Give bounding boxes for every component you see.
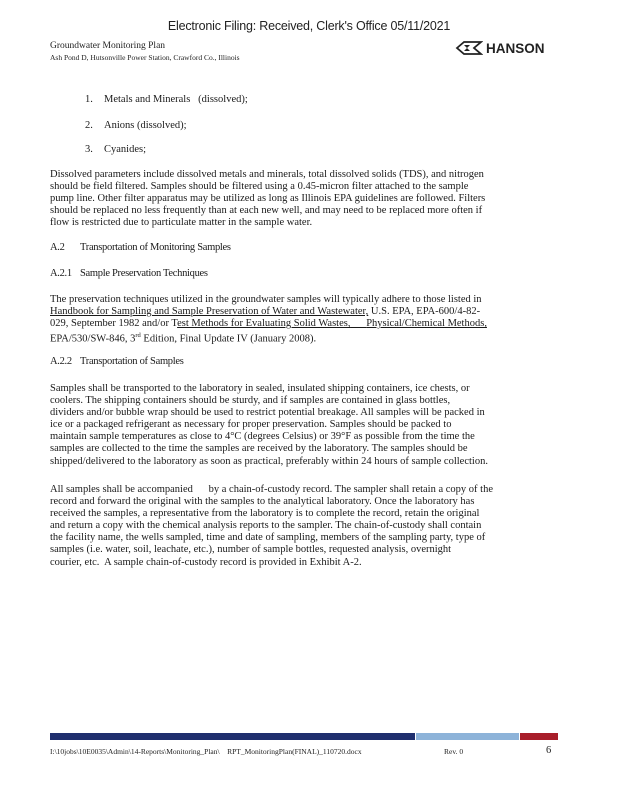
text-line: received the samples, a representative from the laboratory is to complete the record, retain the original xyxy=(50,508,480,520)
paragraph-transport xyxy=(50,383,540,468)
footer-bar-red xyxy=(520,733,558,740)
paragraph-preservation xyxy=(50,294,540,346)
paragraph-custody xyxy=(50,484,540,569)
footer-bar-light-blue xyxy=(416,733,519,740)
ordinal-suffix: rd xyxy=(135,332,141,340)
footer-revision: Rev. 0 xyxy=(444,747,464,756)
filing-stamp: Electronic Filing: Received, Clerk's Office 05/11/2021 xyxy=(167,19,451,33)
text-line: ice or a packaged refrigerant as necessary for proper preservation. Samples should be packed to xyxy=(50,419,452,431)
text-line: coolers. The shipping containers should be sturdy, and if samples are contained in glass bottles, xyxy=(50,395,451,407)
section-number: A.2.1 xyxy=(50,268,72,279)
text-run: U.S. EPA, EPA-600/4-82- xyxy=(368,306,481,318)
text-line: maintain sample temperatures as close to 4°C (degrees Celsius) or 39°F as possible from the time the xyxy=(50,431,475,443)
section-title: Sample Preservation Techniques xyxy=(80,268,208,279)
text-line: samples are collected to the time the samples are received by the laboratory. The samples should be xyxy=(50,443,468,455)
text-line: Dissolved parameters include dissolved metals and minerals, total dissolved solids (TDS), and nitrogen xyxy=(50,169,484,180)
footer-bar-navy xyxy=(50,733,415,740)
text-line xyxy=(50,330,540,346)
reference-title: Physical/Chemical Methods, xyxy=(366,318,487,330)
list-item-number: 3. xyxy=(85,144,93,155)
text-line: samples (i.e. water, soil, leachate, etc.), number of sample bottles, requested analysis, overnight xyxy=(50,544,452,556)
text-line: the facility name, the wells sampled, time and date of sampling, members of the sampling party, type of xyxy=(50,532,486,544)
page-number: 6 xyxy=(546,745,552,756)
header-title: Groundwater Monitoring Plan xyxy=(50,41,166,51)
text-line: should be replaced no less frequently than at each new well, and may need to be replaced more often if xyxy=(50,205,483,217)
list-item-number: 1. xyxy=(85,94,93,105)
text-line xyxy=(50,318,540,330)
list-item-text: Cyanides; xyxy=(104,144,146,155)
list-item xyxy=(85,144,146,155)
text-line: All samples shall be accompanied by a chain-of-custody record. The sampler shall retain a copy of the xyxy=(50,484,493,495)
text-run: EPA/530/SW-846, 3 xyxy=(50,333,136,345)
section-number: A.2.2 xyxy=(50,356,72,367)
text-line xyxy=(50,306,540,318)
list-item-text: Anions (dissolved); xyxy=(104,120,187,131)
reference-title: Handbook for Sampling and Sample Preservation of Water and Wastewater, xyxy=(50,306,369,318)
text-line: dividers and/or bubble wrap should be used to restrict potential breakage. All samples will be packed in xyxy=(50,407,485,419)
text-run: 029, September 1982 and/or T xyxy=(50,318,178,330)
section-heading-a2 xyxy=(50,242,231,253)
list-item xyxy=(85,94,248,105)
text-line: flow is restricted due to particulate matter in the sample water. xyxy=(50,217,313,229)
footer-color-bar xyxy=(50,733,558,740)
text-line: and return a copy with the chemical analysis reports to the sampler. The chain-of-custody shall contain xyxy=(50,520,482,532)
reference-title: est Methods for Evaluating Solid Wastes, xyxy=(177,318,351,330)
text-gap xyxy=(350,318,366,329)
header-subtitle: Ash Pond D, Hutsonville Power Station, Crawford Co., Illinois xyxy=(50,53,240,62)
logo-text: HANSON xyxy=(486,40,545,56)
hanson-logo-icon xyxy=(455,40,483,56)
text-line: pump line. Other filter apparatus may be utilized as long as Illinois EPA guidelines are followed. Filters xyxy=(50,193,486,205)
text-line: should be field filtered. Samples should be filtered using a 0.45-micron filter attached to the sample xyxy=(50,181,469,193)
section-number: A.2 xyxy=(50,242,65,253)
list-item-number: 2. xyxy=(85,120,93,131)
list-item-text: Metals and Minerals (dissolved); xyxy=(104,94,248,105)
text-line: record and forward the original with the samples to the analytical laboratory. Once the laboratory has xyxy=(50,496,475,508)
section-heading-a22 xyxy=(50,356,184,367)
paragraph-dissolved xyxy=(50,169,540,229)
hanson-logo xyxy=(455,40,545,56)
footer-file-path: I:\10jobs\10E0035\Admin\14-Reports\Monitoring_Plan\ RPT_MonitoringPlan(FINAL)_110720.docx xyxy=(50,747,362,756)
section-title: Transportation of Monitoring Samples xyxy=(80,242,231,253)
list-item xyxy=(85,120,187,131)
section-heading-a21 xyxy=(50,268,208,279)
text-line: shipped/delivered to the laboratory as soon as practical, preferably within 24 hours of sample collection. xyxy=(50,455,488,467)
text-line: The preservation techniques utilized in the groundwater samples will typically adhere to those listed in xyxy=(50,294,482,305)
text-run: Edition, Final Update IV (January 2008). xyxy=(140,333,317,345)
text-line: courier, etc. A sample chain-of-custody record is provided in Exhibit A-2. xyxy=(50,556,362,568)
text-line: Samples shall be transported to the laboratory in sealed, insulated shipping containers, ice chests, or xyxy=(50,383,470,394)
section-title: Transportation of Samples xyxy=(80,356,184,367)
